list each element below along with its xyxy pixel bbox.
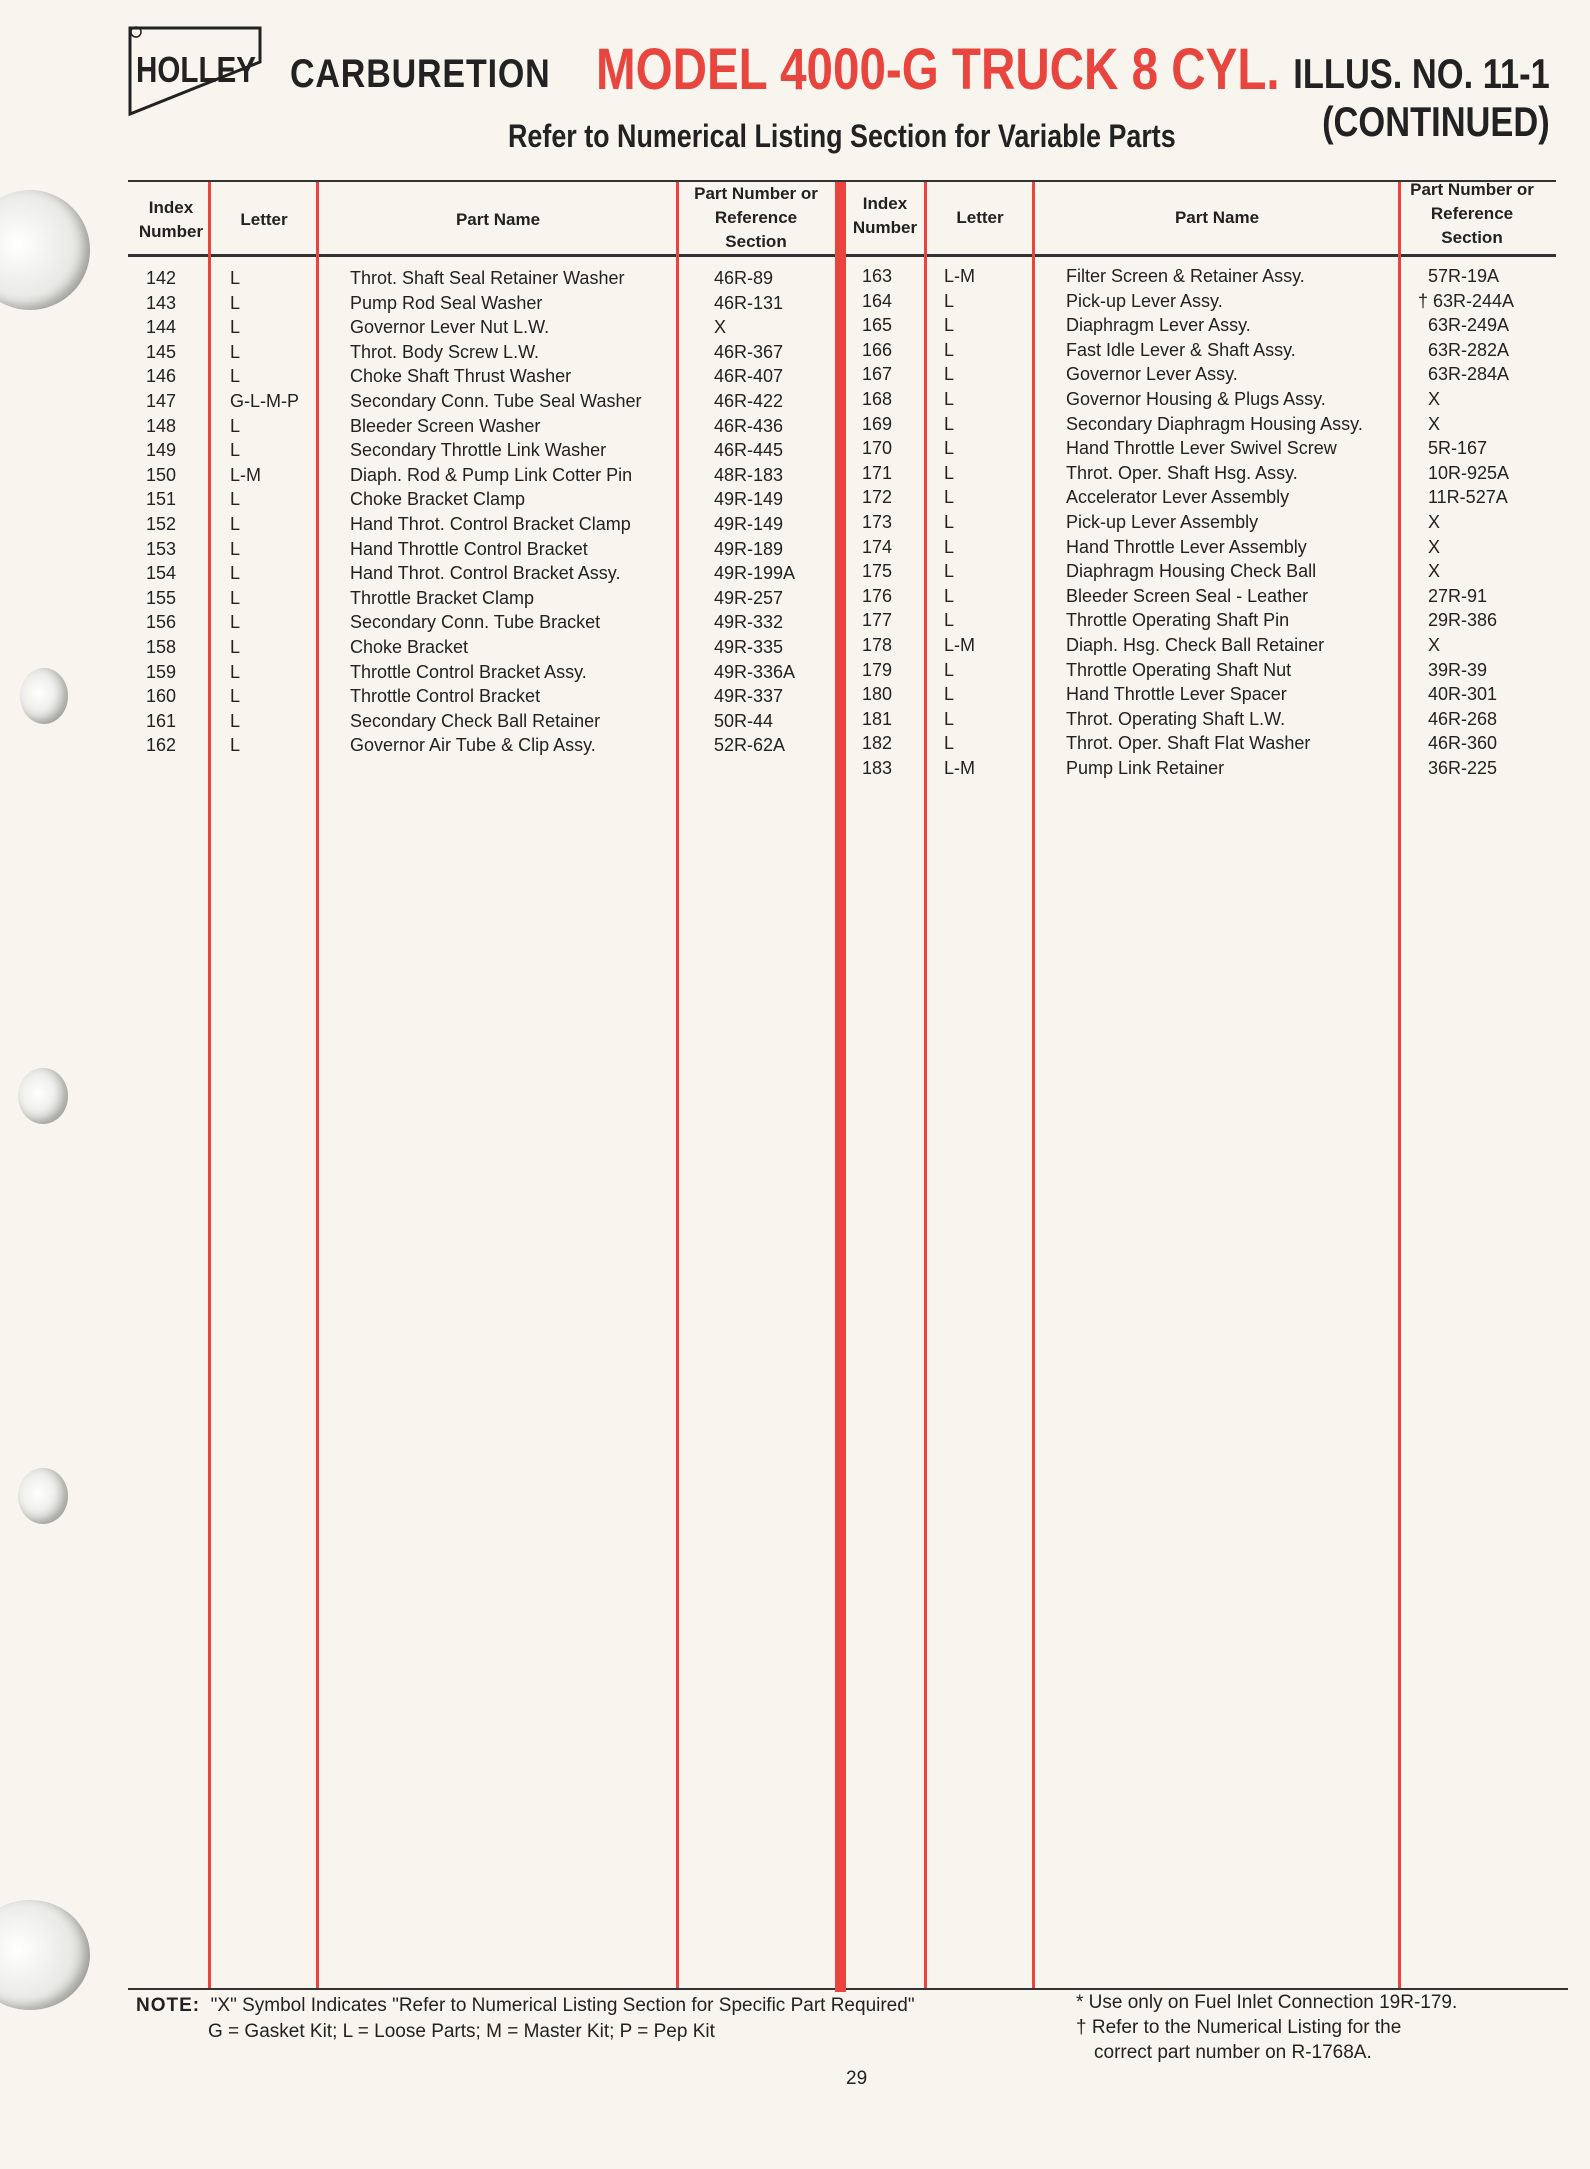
table-row <box>0 610 1498 635</box>
column-divider <box>1032 182 1035 1988</box>
note-kit-legend: G = Gasket Kit; L = Loose Parts; M = Master Kit; P = Pep Kit <box>208 2021 715 2042</box>
part-name: Fast Idle Lever & Shaft Assy. <box>1066 339 1296 360</box>
header-partname-left: Part Name <box>455 210 541 229</box>
part-number: 39R-39 <box>1428 659 1488 680</box>
center-divider <box>835 182 846 1992</box>
table-row <box>0 635 1441 660</box>
illus-continued: (CONTINUED) <box>1322 98 1550 145</box>
part-number: X <box>1428 561 1441 582</box>
part-name: Diaphragm Lever Assy. <box>1066 315 1251 336</box>
illus-line: ILLUS. NO. 11-1 <box>1293 50 1550 97</box>
index-number: 147 <box>146 391 177 411</box>
part-name: Governor Lever Nut L.W. <box>350 317 550 338</box>
part-name: Filter Screen & Retainer Assy. <box>1066 266 1305 286</box>
index-number: 146 <box>146 366 177 387</box>
letter-code: L <box>944 339 955 360</box>
index-number: 153 <box>146 538 177 559</box>
letter-code: L <box>230 292 241 313</box>
index-number: 167 <box>862 364 893 385</box>
header-index-right: Index Number <box>852 194 918 237</box>
part-number: 57R-19A <box>1428 266 1500 286</box>
letter-code: L <box>230 637 241 657</box>
part-name: Hand Throt. Control Bracket Clamp <box>350 514 631 534</box>
part-number: 46R-436 <box>714 415 784 436</box>
page-subtitle: Refer to Numerical Listing Section for Variable Parts <box>508 118 1176 154</box>
part-number: 46R-422 <box>714 391 784 411</box>
index-number: 179 <box>862 659 893 680</box>
dagger-footnote: † Refer to the Numerical Listing for the <box>1076 2017 1402 2038</box>
letter-code: L <box>944 561 955 582</box>
part-name: Diaph. Hsg. Check Ball Retainer <box>1066 635 1325 655</box>
index-number: 163 <box>862 266 893 286</box>
letter-code: L <box>230 710 241 731</box>
part-number: 11R-527A <box>1428 487 1508 508</box>
letter-code: L <box>230 587 241 608</box>
letter-code: L <box>944 364 955 385</box>
part-number: 49R-189 <box>714 538 784 559</box>
part-name: Hand Throttle Lever Spacer <box>1066 684 1287 705</box>
part-number: 49R-149 <box>714 489 784 510</box>
part-name: Secondary Check Ball Retainer <box>350 710 601 731</box>
part-number: 50R-44 <box>714 710 774 731</box>
table-row <box>0 438 1488 463</box>
part-name: Throttle Control Bracket <box>350 686 541 707</box>
part-number: 49R-257 <box>714 587 784 608</box>
brand-title: CARBURETION <box>290 52 551 96</box>
binder-hole <box>18 1068 68 1124</box>
column-divider <box>924 182 927 1988</box>
index-number: 152 <box>146 514 177 534</box>
header-partnumber-left: Part Number or Reference Section <box>694 184 818 251</box>
table-row <box>0 659 1488 685</box>
letter-code: L <box>230 661 241 682</box>
logo-text: HOLLEY <box>136 49 256 90</box>
footnotes <box>1076 1990 1457 2065</box>
letter-code: L-M <box>944 758 975 778</box>
letter-code: L <box>944 684 955 705</box>
table-row <box>0 708 1498 734</box>
part-number: 49R-335 <box>714 637 784 657</box>
letter-code: L <box>944 290 955 311</box>
part-number: † 63R-244A <box>1418 290 1515 311</box>
table-row <box>0 266 1500 291</box>
part-number: 46R-407 <box>714 366 784 387</box>
index-number: 168 <box>862 389 893 409</box>
part-name: Governor Lever Assy. <box>1066 364 1238 385</box>
index-number: 181 <box>862 708 893 729</box>
column-divider <box>1398 182 1401 1988</box>
part-name: Pump Link Retainer <box>1066 758 1225 778</box>
index-number: 156 <box>146 612 177 633</box>
table-row <box>0 364 1510 389</box>
part-number: 49R-199A <box>714 563 796 584</box>
table-row <box>0 512 1441 537</box>
index-number: 159 <box>146 661 177 682</box>
part-number: X <box>1428 635 1441 655</box>
header-partnumber-right: Part Number or Reference Section <box>1410 180 1534 247</box>
part-name: Throttle Operating Shaft Nut <box>1066 659 1292 680</box>
part-name: Diaphragm Housing Check Ball <box>1066 561 1317 582</box>
index-number: 177 <box>862 610 893 631</box>
letter-code: L <box>230 612 241 633</box>
footer-note <box>136 1993 915 2045</box>
index-number: 171 <box>862 462 893 483</box>
letter-code: L <box>944 487 955 508</box>
part-number: 48R-183 <box>714 464 784 485</box>
note-x-symbol: "X" Symbol Indicates "Refer to Numerical Listing Section for Specific Part Required" <box>210 1995 915 2016</box>
part-name: Throt. Oper. Shaft Hsg. Assy. <box>1066 462 1298 483</box>
letter-code: L <box>230 538 241 559</box>
header-letter-left: Letter <box>240 210 288 229</box>
part-name: Secondary Diaphragm Housing Assy. <box>1066 413 1363 434</box>
part-name: Hand Throttle Lever Swivel Screw <box>1066 438 1337 459</box>
table-row <box>0 561 1441 586</box>
part-name: Hand Throt. Control Bracket Assy. <box>350 563 621 584</box>
table-row <box>0 389 1441 414</box>
header-index-left: Index Number <box>138 198 204 241</box>
part-number: 29R-386 <box>1428 610 1498 631</box>
part-name: Governor Air Tube & Clip Assy. <box>350 735 596 756</box>
part-name: Throttle Bracket Clamp <box>350 587 535 608</box>
part-number: 46R-445 <box>714 440 784 461</box>
part-number: 52R-62A <box>714 735 786 756</box>
index-number: 144 <box>146 317 177 338</box>
letter-code: L <box>230 514 241 534</box>
part-number: 5R-167 <box>1428 438 1488 459</box>
part-number: 46R-89 <box>714 268 774 288</box>
index-number: 161 <box>146 710 177 731</box>
index-number: 160 <box>146 686 177 707</box>
letter-code: L <box>944 462 955 483</box>
part-number: 27R-91 <box>1428 585 1488 606</box>
part-name: Throttle Control Bracket Assy. <box>350 661 587 682</box>
binder-hole <box>0 1900 90 2010</box>
part-name: Secondary Conn. Tube Bracket <box>350 612 601 633</box>
index-number: 182 <box>862 733 893 754</box>
part-number: 49R-336A <box>714 661 796 682</box>
part-name: Throt. Body Screw L.W. <box>350 341 540 362</box>
holley-logo <box>126 22 264 118</box>
part-name: Governor Housing & Plugs Assy. <box>1066 389 1326 409</box>
part-number: 46R-367 <box>714 341 784 362</box>
model-title: MODEL 4000-G TRUCK 8 CYL. <box>596 37 1280 102</box>
part-number: 46R-360 <box>1428 733 1498 754</box>
part-name: Throt. Oper. Shaft Flat Washer <box>1066 733 1311 754</box>
part-number: X <box>714 317 727 338</box>
part-name: Pick-up Lever Assembly <box>1066 512 1259 532</box>
part-number: 49R-337 <box>714 686 784 707</box>
index-number: 162 <box>146 735 177 756</box>
part-name: Throttle Operating Shaft Pin <box>1066 610 1290 631</box>
letter-code: L <box>944 610 955 631</box>
letter-code: L <box>944 585 955 606</box>
part-name: Pump Rod Seal Washer <box>350 292 543 313</box>
letter-code: L <box>944 512 955 532</box>
part-number: 63R-284A <box>1428 364 1510 385</box>
index-number: 175 <box>862 561 893 582</box>
table-row <box>0 487 1508 512</box>
index-number: 173 <box>862 512 893 532</box>
index-number: 180 <box>862 684 893 705</box>
part-number: X <box>1428 389 1441 409</box>
part-number: 63R-249A <box>1428 315 1510 336</box>
part-number: 46R-131 <box>714 292 784 313</box>
letter-code: L <box>944 315 955 336</box>
part-name: Bleeder Screen Washer <box>350 415 541 436</box>
index-number: 149 <box>146 440 177 461</box>
letter-code: L <box>944 733 955 754</box>
table-row <box>0 585 1488 611</box>
part-number: 36R-225 <box>1428 758 1498 778</box>
part-number: X <box>1428 413 1441 434</box>
letter-code: L <box>230 489 241 510</box>
star-footnote: * Use only on Fuel Inlet Connection 19R-179. <box>1076 1992 1458 2013</box>
letter-code: L <box>230 366 241 387</box>
index-number: 169 <box>862 413 893 434</box>
part-name: Choke Bracket <box>350 637 469 657</box>
table-row <box>0 758 1498 783</box>
table-row <box>0 413 1441 439</box>
part-name: Hand Throttle Control Bracket <box>350 538 588 559</box>
part-name: Bleeder Screen Seal - Leather <box>1066 585 1309 606</box>
part-name: Choke Bracket Clamp <box>350 489 526 510</box>
letter-code: L <box>944 659 955 680</box>
letter-code: L <box>230 686 241 707</box>
index-number: 151 <box>146 489 177 510</box>
letter-code: L <box>230 440 241 461</box>
index-number: 183 <box>862 758 893 778</box>
index-number: 158 <box>146 637 177 657</box>
table-row <box>0 536 1441 562</box>
letter-code: L <box>230 341 241 362</box>
index-number: 170 <box>862 438 893 459</box>
table-row <box>0 339 1510 365</box>
part-number: X <box>1428 512 1441 532</box>
index-number: 164 <box>862 290 893 311</box>
part-name: Diaph. Rod & Pump Link Cotter Pin <box>350 464 633 485</box>
letter-code: L <box>944 438 955 459</box>
part-number: 10R-925A <box>1428 462 1510 483</box>
index-number: 165 <box>862 315 893 336</box>
part-number: 46R-268 <box>1428 708 1498 729</box>
letter-code: L-M <box>944 635 975 655</box>
index-number: 148 <box>146 415 177 436</box>
part-number: 63R-282A <box>1428 339 1510 360</box>
index-number: 150 <box>146 464 177 485</box>
index-number: 143 <box>146 292 177 313</box>
letter-code: G-L-M-P <box>230 391 299 411</box>
letter-code: L-M <box>944 266 975 286</box>
index-number: 154 <box>146 563 177 584</box>
letter-code: L <box>230 415 241 436</box>
binder-hole <box>18 1468 68 1524</box>
table-row <box>0 462 1510 488</box>
note-label: NOTE: <box>136 1995 201 2016</box>
part-name: Secondary Throttle Link Washer <box>350 440 607 461</box>
table-row <box>0 290 1515 316</box>
letter-code: L <box>944 413 955 434</box>
part-number: X <box>1428 536 1441 557</box>
letter-code: L <box>230 563 241 584</box>
letter-code: L <box>230 735 241 756</box>
index-number: 145 <box>146 341 177 362</box>
letter-code: L <box>230 268 241 288</box>
letter-code: L <box>944 536 955 557</box>
index-number: 176 <box>862 585 893 606</box>
letter-code: L-M <box>230 464 261 485</box>
index-number: 166 <box>862 339 893 360</box>
index-number: 142 <box>146 268 177 288</box>
part-number: 49R-332 <box>714 612 784 633</box>
part-name: Throt. Shaft Seal Retainer Washer <box>350 268 625 288</box>
header-partname-right: Part Name <box>1174 208 1260 227</box>
page-number: 29 <box>846 2068 868 2089</box>
index-number: 155 <box>146 587 177 608</box>
table-row <box>0 315 1510 340</box>
part-name: Choke Shaft Thrust Washer <box>350 366 572 387</box>
part-number: 49R-149 <box>714 514 784 534</box>
index-number: 178 <box>862 635 893 655</box>
part-number: 40R-301 <box>1428 684 1498 705</box>
table-row <box>0 733 1498 758</box>
part-name: Hand Throttle Lever Assembly <box>1066 536 1307 557</box>
index-number: 174 <box>862 536 893 557</box>
table-row <box>0 684 1498 709</box>
index-number: 172 <box>862 487 893 508</box>
part-name: Pick-up Lever Assy. <box>1066 290 1223 311</box>
part-name: Accelerator Lever Assembly <box>1066 487 1290 508</box>
letter-code: L <box>944 708 955 729</box>
part-name: Secondary Conn. Tube Seal Washer <box>350 391 642 411</box>
dagger-footnote-cont: correct part number on R-1768A. <box>1094 2042 1372 2063</box>
part-name: Throt. Operating Shaft L.W. <box>1066 708 1286 729</box>
letter-code: L <box>944 389 955 409</box>
illustration-number <box>1294 50 1550 146</box>
header-letter-right: Letter <box>956 208 1004 227</box>
letter-code: L <box>230 317 241 338</box>
